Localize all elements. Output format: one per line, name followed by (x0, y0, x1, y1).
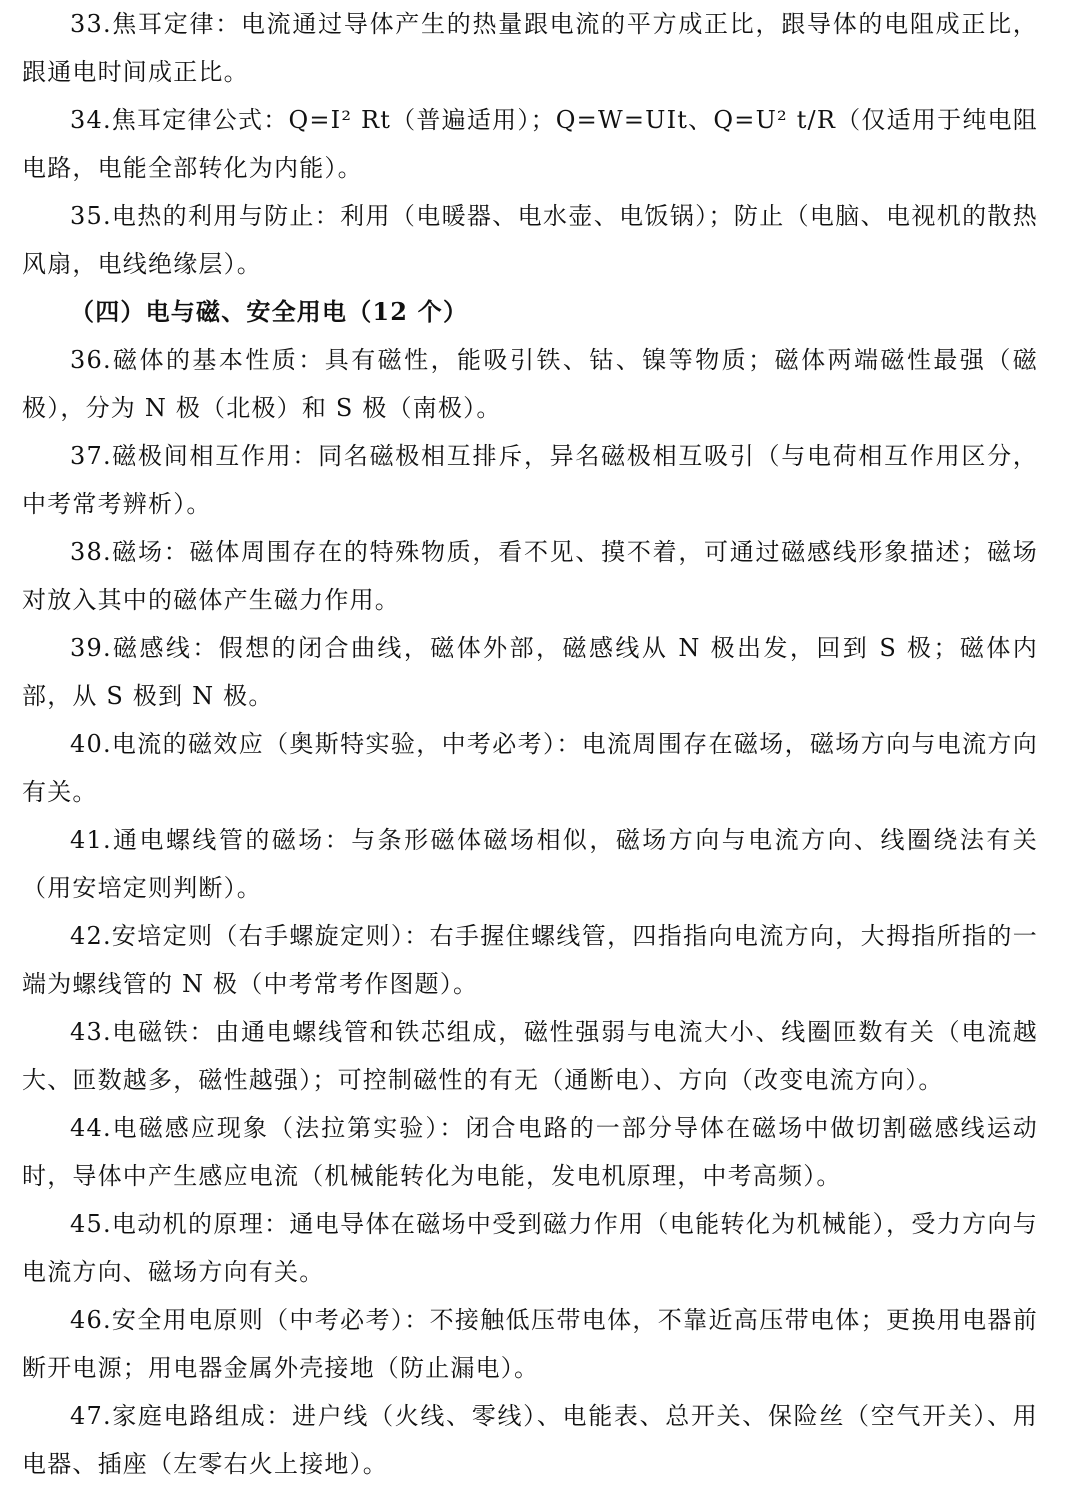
paragraph-item-43: 43.电磁铁：由通电螺线管和铁芯组成，磁性强弱与电流大小、线圈匝数有关（电流越大、匝数越多，磁性越强）；可控制磁性的有无（通断电）、方向（改变电流方向）。 (22, 1018, 1038, 1094)
paragraph-item-42: 42.安培定则（右手螺旋定则）：右手握住螺线管，四指指向电流方向，大拇指所指的一端为螺线管的 N 极（中考常考作图题）。 (22, 922, 1038, 998)
paragraph-item-39: 39.磁感线：假想的闭合曲线，磁体外部，磁感线从 N 极出发，回到 S 极；磁体内部，从 S 极到 N 极。 (22, 634, 1038, 710)
paragraph-item-35: 35.电热的利用与防止：利用（电暖器、电水壶、电饭锅）；防止（电脑、电视机的散热风扇，电线绝缘层）。 (22, 202, 1038, 278)
paragraph-item-44: 44.电磁感应现象（法拉第实验）：闭合电路的一部分导体在磁场中做切割磁感线运动时，导体中产生感应电流（机械能转化为电能，发电机原理，中考高频）。 (22, 1114, 1038, 1190)
paragraph-item-36: 36.磁体的基本性质：具有磁性，能吸引铁、钴、镍等物质；磁体两端磁性最强（磁极），分为 N 极（北极）和 S 极（南极）。 (22, 346, 1038, 422)
paragraph-item-37: 37.磁极间相互作用：同名磁极相互排斥，异名磁极相互吸引（与电荷相互作用区分，中考常考辨析）。 (22, 442, 1038, 518)
paragraph-item-33: 33.焦耳定律：电流通过导体产生的热量跟电流的平方成正比，跟导体的电阻成正比，跟通电时间成正比。 (22, 10, 1038, 86)
paragraph-item-34: 34.焦耳定律公式：Q=I² Rt（普遍适用）；Q=W=UIt、Q=U² t/R（仅适用于纯电阻电路，电能全部转化为内能）。 (22, 106, 1038, 182)
paragraph-item-41: 41.通电螺线管的磁场：与条形磁体磁场相似，磁场方向与电流方向、线圈绕法有关（用安培定则判断）。 (22, 826, 1038, 902)
paragraph-item-40: 40.电流的磁效应（奥斯特实验，中考必考）：电流周围存在磁场，磁场方向与电流方向有关。 (22, 730, 1038, 806)
paragraph-item-46: 46.安全用电原则（中考必考）：不接触低压带电体，不靠近高压带电体；更换用电器前断开电源；用电器金属外壳接地（防止漏电）。 (22, 1306, 1038, 1382)
paragraph-item-38: 38.磁场：磁体周围存在的特殊物质，看不见、摸不着，可通过磁感线形象描述；磁场对放入其中的磁体产生磁力作用。 (22, 538, 1038, 614)
paragraph-item-47: 47.家庭电路组成：进户线（火线、零线）、电能表、总开关、保险丝（空气开关）、用电器、插座（左零右火上接地）。 (22, 1402, 1038, 1478)
section-heading: （四）电与磁、安全用电（12 个） (70, 297, 469, 326)
paragraph-item-45: 45.电动机的原理：通电导体在磁场中受到磁力作用（电能转化为机械能），受力方向与电流方向、磁场方向有关。 (22, 1210, 1038, 1286)
